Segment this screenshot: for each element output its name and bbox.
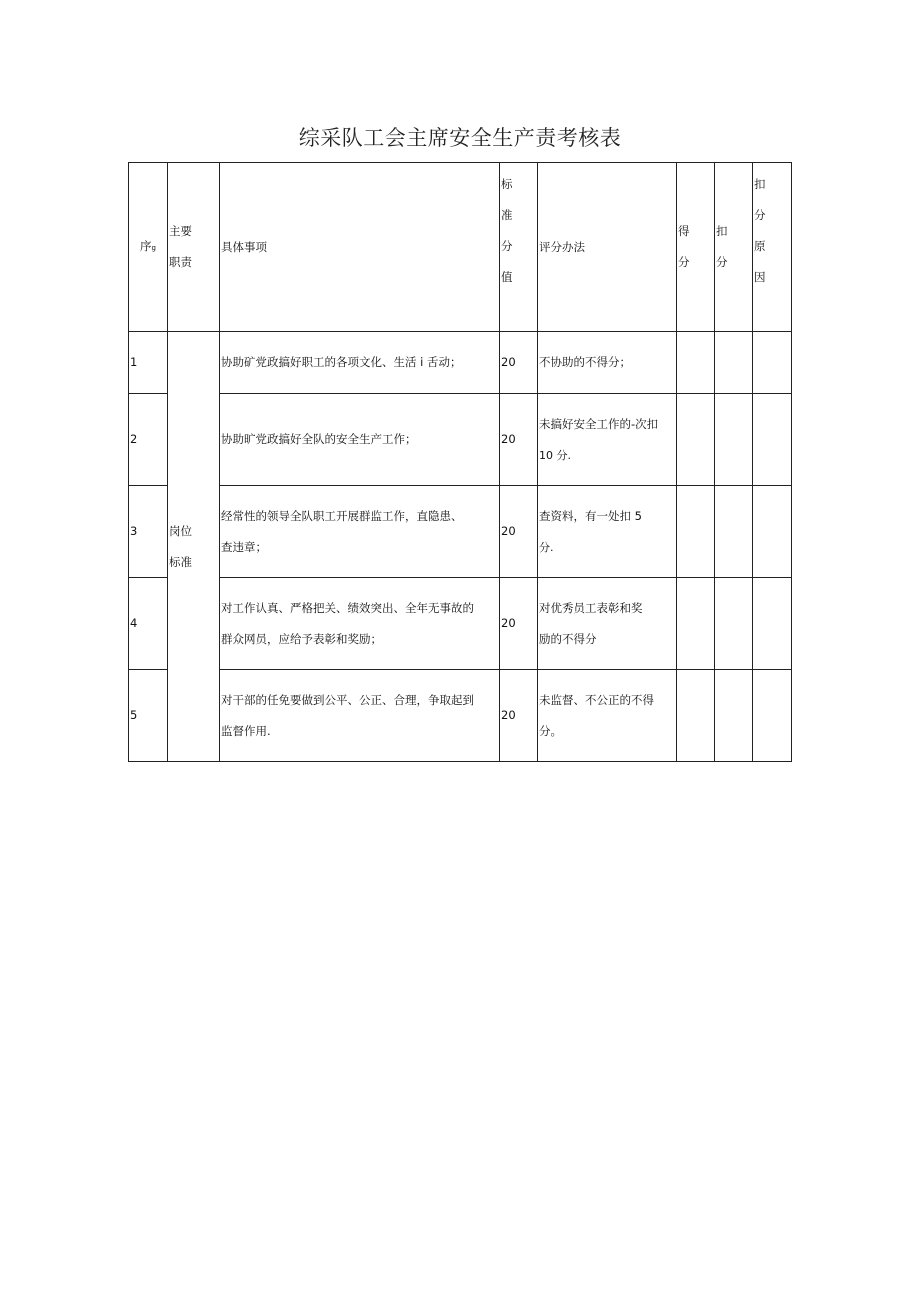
row-score-cell (677, 578, 715, 670)
row-reason-cell (753, 578, 792, 670)
row-score-cell (677, 332, 715, 394)
header-deduct-reason: 扣 分 原 因 (753, 163, 792, 332)
row-reason-cell (753, 670, 792, 762)
row-seq: 3 (129, 486, 168, 578)
row-deduct-cell (715, 670, 753, 762)
row-standard-score: 20 (500, 670, 538, 762)
row-method: 不协助的不得分； (538, 332, 677, 394)
row-item: 协助旷党政搞好全队的安全生产工作； (220, 394, 500, 486)
header-duty: 主要 职责 (168, 163, 220, 332)
duty-group-cell: 岗位 标准 (168, 332, 220, 762)
row-seq: 4 (129, 578, 168, 670)
table-row (129, 486, 792, 578)
row-standard-score: 20 (500, 332, 538, 394)
header-deduct: 扣 分 (715, 163, 753, 332)
table-row (129, 578, 792, 670)
table-row (129, 670, 792, 762)
row-deduct-cell (715, 486, 753, 578)
row-standard-score: 20 (500, 394, 538, 486)
row-method: 未搞好安全工作的-次扣 10 分. (538, 394, 677, 486)
row-item: 对工作认真、严格把关、绩效突出、全年无事故的 群众网员，应给予表彰和奖励； (220, 578, 500, 670)
row-deduct-cell (715, 394, 753, 486)
row-item: 对干部的任免要做到公平、公正、合理，争取起到 监督作用. (220, 670, 500, 762)
table-row (129, 394, 792, 486)
assessment-table (128, 162, 792, 762)
row-deduct-cell (715, 332, 753, 394)
row-item: 协助矿党政搞好职工的各项文化、生活 i 舌动； (220, 332, 500, 394)
row-item: 经常性的领导全队职工开展群监工作，直隐患、 查违章； (220, 486, 500, 578)
header-score: 得 分 (677, 163, 715, 332)
row-standard-score: 20 (500, 578, 538, 670)
row-score-cell (677, 486, 715, 578)
row-seq: 2 (129, 394, 168, 486)
document-title: 综采队工会主席安全生产责考核表 (298, 126, 622, 150)
header-seq-suffix: g (151, 243, 156, 252)
row-method: 对优秀员工表彰和奖 励的不得分 (538, 578, 677, 670)
row-reason-cell (753, 486, 792, 578)
header-standard-score: 标 准 分 值 (500, 163, 538, 332)
row-reason-cell (753, 394, 792, 486)
row-standard-score: 20 (500, 486, 538, 578)
header-seq: 序g (129, 163, 168, 332)
row-score-cell (677, 394, 715, 486)
header-row (129, 163, 792, 332)
row-reason-cell (753, 332, 792, 394)
table-row (129, 332, 792, 394)
row-method: 查资料，有一处扣 5 分. (538, 486, 677, 578)
row-score-cell (677, 670, 715, 762)
row-seq: 5 (129, 670, 168, 762)
row-seq: 1 (129, 332, 168, 394)
header-method: 评分办法 (538, 163, 677, 332)
header-item: 具体事项 (220, 163, 500, 332)
row-deduct-cell (715, 578, 753, 670)
row-method: 未监督、不公正的不得 分。 (538, 670, 677, 762)
